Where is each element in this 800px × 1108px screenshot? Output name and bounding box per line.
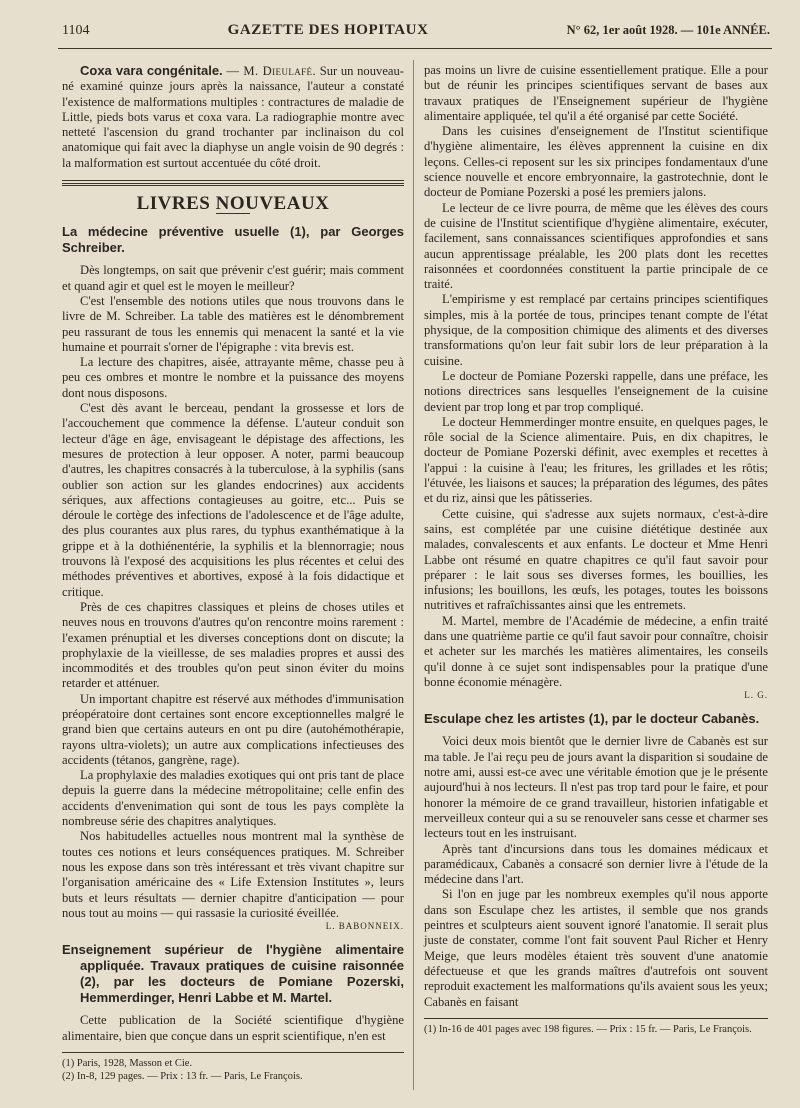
book1-signature: L. BABONNEIX. <box>325 921 404 932</box>
book2-signature: L. G. <box>744 690 768 701</box>
page-header <box>62 22 770 44</box>
book1-paragraph: La lecture des chapitres, aisée, attrayante même, chasse peu à peu ces ombres et montre le nombre et la puissance des moyens dont nous disposons. <box>62 355 404 400</box>
book2-paragraph: Cette publication de la Société scientifique d'hygiène alimentaire, bien que conçue dans un esprit scientifique, n'en est <box>62 1013 404 1043</box>
book3-title: Esculape chez les artistes (1), par le docteur Cabanès. <box>424 711 760 727</box>
header-rule <box>58 48 772 49</box>
book2-continued: Cette cuisine, qui s'adresse aux sujets normaux, c'est-à-dire sains, est complétée par une cuisine diététique destinée aux malades, convalescents et aux enfants. Le docteur et Mme Henri Labbe ont résumé en quatre chapitres ce qu'il faut savoir pour préparer : le lait sous ses diverses formes, les bouillies, les infusions; les bouillons, les œufs, les potages, toutes les boissons nutritives et rafraîchissantes ainsi que les entremets. <box>424 506 768 613</box>
book1-paragraph: La prophylaxie des maladies exotiques qui ont pris tant de place depuis la guerre dans la médecine métropolitaine; celle enfin des accidents d'envenimation qui sont de tous les pays complète la nombreuse série des chapitres analytiques. <box>62 768 404 829</box>
book1-paragraph: Près de ces chapitres classiques et pleins de choses utiles et neuves nous en trouvons d'autres qu'on rencontre moins rarement : l'examen prénuptial et les diverses conceptions dont on discute; la prophylaxie de la vieillesse, de ses maladies propres et aussi des incommodités et des troubles qu'on peut sinon éviter du moins retarder et atténuer. <box>62 599 404 691</box>
book2-continued: Le docteur Hemmerdinger montre ensuite, en quelques pages, le rôle social de la Science alimentaire. Puis, en dix chapitres, le docteur de Pomiane Pozerski définit, avec exemples et recettes à l'appui : la cuisine à l'eau; les fritures, les grillades et les rôtis; l'étuvée, les liaisons et sauces; la préparation des légumes, des pâtes et du riz, ainsi que les pâtisseries. <box>424 414 768 506</box>
book1-title: La médecine préventive usuelle (1), par Georges Schreiber. <box>62 224 404 256</box>
footnote: (2) In-8, 129 pages. — Prix : 13 fr. — Paris, Le François. <box>62 1071 303 1083</box>
book2-title: Enseignement supérieur de l'hygiène alimentaire appliquée. Travaux pratiques de cuisine raisonnée (2), par les docteurs de Pomiane Pozerski, Hemmerdinger, Henri Labbe et M. Martel. <box>62 942 404 1006</box>
book1-paragraph: Dès longtemps, on sait que prévenir c'est guérir; mais comment et quand agir et quel est le moyen le meilleur? <box>62 263 404 293</box>
footnote: (1) Paris, 1928, Masson et Cie. <box>62 1058 193 1070</box>
book2-continued: Dans les cuisines d'enseignement de l'Institut scientifique d'hygiène alimentaire, les élèves apprennent la cuisine en dix leçons. Celles-ci reposent sur les six principes fondamentaux d'une science nouvelle et encore embryonnaire, la gastrotechnie, dont le docteur de Pomiane Pozerski a posé les premiers jalons. <box>424 124 768 200</box>
book1-paragraph: Nos habitudelles actuelles nous montrent mal la synthèse de toutes ces notions et leurs conséquences pratiques. M. Schreiber nous les expose dans son très intéressant et très vivant chapitre sur l'organisation américaine des « Life Extension Institutes », leurs buts et leurs résultats — dernier chapitre d'anticipation — pour nous tout au moins — qui rassasie la curiosité éveillée. <box>62 829 404 920</box>
journal-title: GAZETTE DES HOPITAUX <box>227 22 429 38</box>
left-footnotes <box>62 1052 404 1083</box>
section-title: LIVRES NOUVEAUX <box>136 193 330 215</box>
book2-continued: Le lecteur de ce livre pourra, de même que les élèves des cours de cuisine de l'Institut scientifique d'hygiène alimentaire, exécuter, facilement, sans connaissances scientifiques approfondies et sans aucun apprentissage préalable, les 200 plats dont les recettes raisonnées et coordonnées constituent la partie principale de ce traité. <box>424 200 768 292</box>
book1-body <box>62 263 404 934</box>
left-column <box>62 63 404 1083</box>
book2-continued: Le docteur de Pomiane Pozerski rappelle, dans une préface, les notions directrices sans lesquelles l'enseignement de la cuisine devient par trop long et par trop compliqué. <box>424 368 768 414</box>
book2-continued: L'empirisme y est remplacé par certains principes scientifiques simples, mis à la portée de tous, principes tenant compte de l'état physique, de la composition chimique des aliments et des diverses transformations qu'on leur fait subir lors de leur préparation à la cuisine. <box>424 292 768 368</box>
column-divider <box>413 60 414 1090</box>
book2-continued: M. Martel, membre de l'Académie de médecine, a enfin traité dans une quatrième partie ce qu'il faut savoir pour connaître, choisir et acheter sur les marchés les matières alimentaires, les conseils qu'il donne à ce sujet sont indispensables pour la pratique d'une bonne économie ménagère. <box>424 613 768 689</box>
coxa-author: — M. Dieulafé. <box>226 64 316 78</box>
book1-paragraph: C'est dès avant le berceau, pendant la grossesse et lors de l'accouchement que commence la défense. L'auteur conduit son lecteur d'âge en âge, envisageant le dépistage des affections, les mesures de protection à leur opposer. A noter, parmi beaucoup d'autres, les chapitres consacrés à la tuberculose, à la syphilis (sans oublier son action sur les glandes endocrines) aux accidents sériques, aux affections contagieuses au goitre, etc... Puis se déroule le cortège des infections de l'adolescence et de l'âge adulte, des plus courantes aux plus rares, du typhus exanthématique à la grippe et à la dothiénentérie, la syphilis et la blennorragie; nous trouvons là l'exposé des acquisitions les plus récentes et celui des méthodes préventives et abortives, exposé à la fois didactique et critique. <box>62 401 404 599</box>
right-column <box>424 63 768 1036</box>
section-rule <box>62 180 404 181</box>
book3-paragraph: Après tant d'incursions dans tous les domaines médicaux et paramédicaux, Cabanès a consacré son dernier livre à l'étude de la médecine dans l'art. <box>424 841 768 887</box>
book2-continued: pas moins un livre de cuisine essentiellement pratique. Elle a pour but de réunir les principes scientifiques servant de bases aux travaux pratiques de l'Enseignement supérieur de l'hygiène alimentaire appliquée, tel qu'il a été organisé par cette Société. <box>424 63 768 123</box>
right-footnotes <box>424 1018 768 1036</box>
footnote: (1) In-16 de 401 pages avec 198 figures. — Prix : 15 fr. — Paris, Le François. <box>424 1023 752 1035</box>
issue-info: N° 62, 1er août 1928. — 101e ANNÉE. <box>566 23 770 37</box>
book3-paragraph: Voici deux mois bientôt que le dernier livre de Cabanès est sur ma table. Je l'ai reçu peu de jours avant la disparition si soudaine de notre ami, aussi est-ce avec une véritable émotion que je le présente aujourd'hui à nos lecteurs. Il n'est pas trop tard pour le faire, et pour honorer la mémoire de ce grand travailleur, historien infatigable et merveilleux conteur qui a su se renouveler sans cesse et charmer ses lecteurs tout en les instruisant. <box>424 734 768 841</box>
coxa-lead: Coxa vara congénitale. <box>80 63 223 78</box>
coxa-text: Sur un nouveau-né examiné quinze jours après la naissance, l'auteur a constaté l'existence de malformations multiples : contractures de maladie de Little, pieds bots varus et coxa vara. La radiographie montre avec netteté l'ascension du grand trochanter par inclinaison du col anatomique qui fait avec la diaphyse un angle voisin de 90 degrés : la malformation est surtout accentuée du côté droit. <box>62 64 404 170</box>
coxa-paragraph <box>62 63 404 171</box>
book1-paragraph: C'est l'ensemble des notions utiles que nous trouvons dans le livre de M. Schreiber. La table des matières est le dénombrement peu rassurant de tous les ennemis qui menacent la santé et la vie humaine et pourrait s'orner de l'épigraphe : vita brevis est. <box>62 293 404 354</box>
book1-paragraph: Un important chapitre est réservé aux méthodes d'immunisation préopératoire dont certaines sont encore exceptionnelles malgré le grand bien que certains auteurs en ont pu dire (autohémothérapie, rayons ultra-violets); un autre aux complications infectieuses des accidents (tétanos, gangrène, rage). <box>62 691 404 767</box>
section-rule-double <box>62 183 404 186</box>
page-number: 1104 <box>62 23 90 38</box>
book3-paragraph: Si l'on en juge par les nombreux exemples qu'il nous apporte dans son Esculape chez les artistes, il semble que nos grands peintres et sculpteurs aient souvent ignoré l'anatomie. Il serait plus juste de constater, comme l'ont fait souvent Paul Richer et Henry Meige, que leurs modèles étaient très souvent d'une anatomie défectueuse et que les grands maîtres d'autrefois ont souvent reproduit exactement les malformations qu'ils avaient sous les yeux; Cabanès en faisant <box>424 887 768 1009</box>
